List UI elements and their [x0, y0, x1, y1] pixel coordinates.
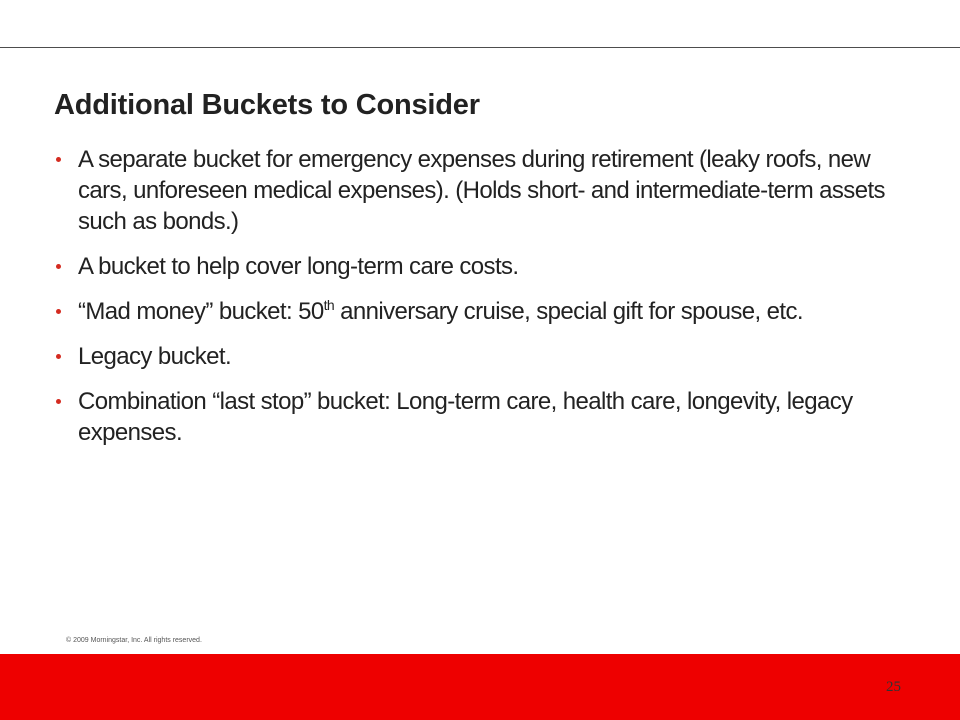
bullet-dot-icon [56, 354, 61, 359]
bullet-dot-icon [56, 309, 61, 314]
bullet-dot-icon [56, 399, 61, 404]
bullet-text-after: anniversary cruise, special gift for spouse, etc. [334, 298, 803, 325]
bullet-item-emergency [54, 144, 894, 237]
bullet-item-long-term-care [54, 251, 894, 282]
footer-band [0, 654, 960, 720]
bullet-text-before: “Mad money” bucket: 50 [78, 298, 324, 325]
bullet-text-superscript: th [323, 297, 335, 313]
bullet-text: A separate bucket for emergency expenses during retirement (leaky roofs, new cars, unforeseen medical expenses). (Holds short- and intermediate-term assets such as bonds.) [78, 146, 885, 235]
slide-title: Additional Buckets to Consider [54, 89, 480, 121]
bullet-dot-icon [56, 264, 61, 269]
page-number: 25 [886, 679, 901, 695]
copyright-notice: © 2009 Morningstar, Inc. All rights reserved. [66, 637, 202, 644]
bullet-text: Combination “last stop” bucket: Long-term care, health care, longevity, legacy expenses. [78, 388, 853, 446]
top-divider [0, 47, 960, 48]
bullet-text: A bucket to help cover long-term care costs. [78, 253, 519, 280]
bullet-item-mad-money [54, 296, 894, 327]
bullet-item-last-stop [54, 386, 894, 448]
bullet-dot-icon [56, 157, 61, 162]
bullet-text: Legacy bucket. [78, 343, 232, 370]
bullet-list [54, 144, 894, 462]
bullet-item-legacy [54, 341, 894, 372]
